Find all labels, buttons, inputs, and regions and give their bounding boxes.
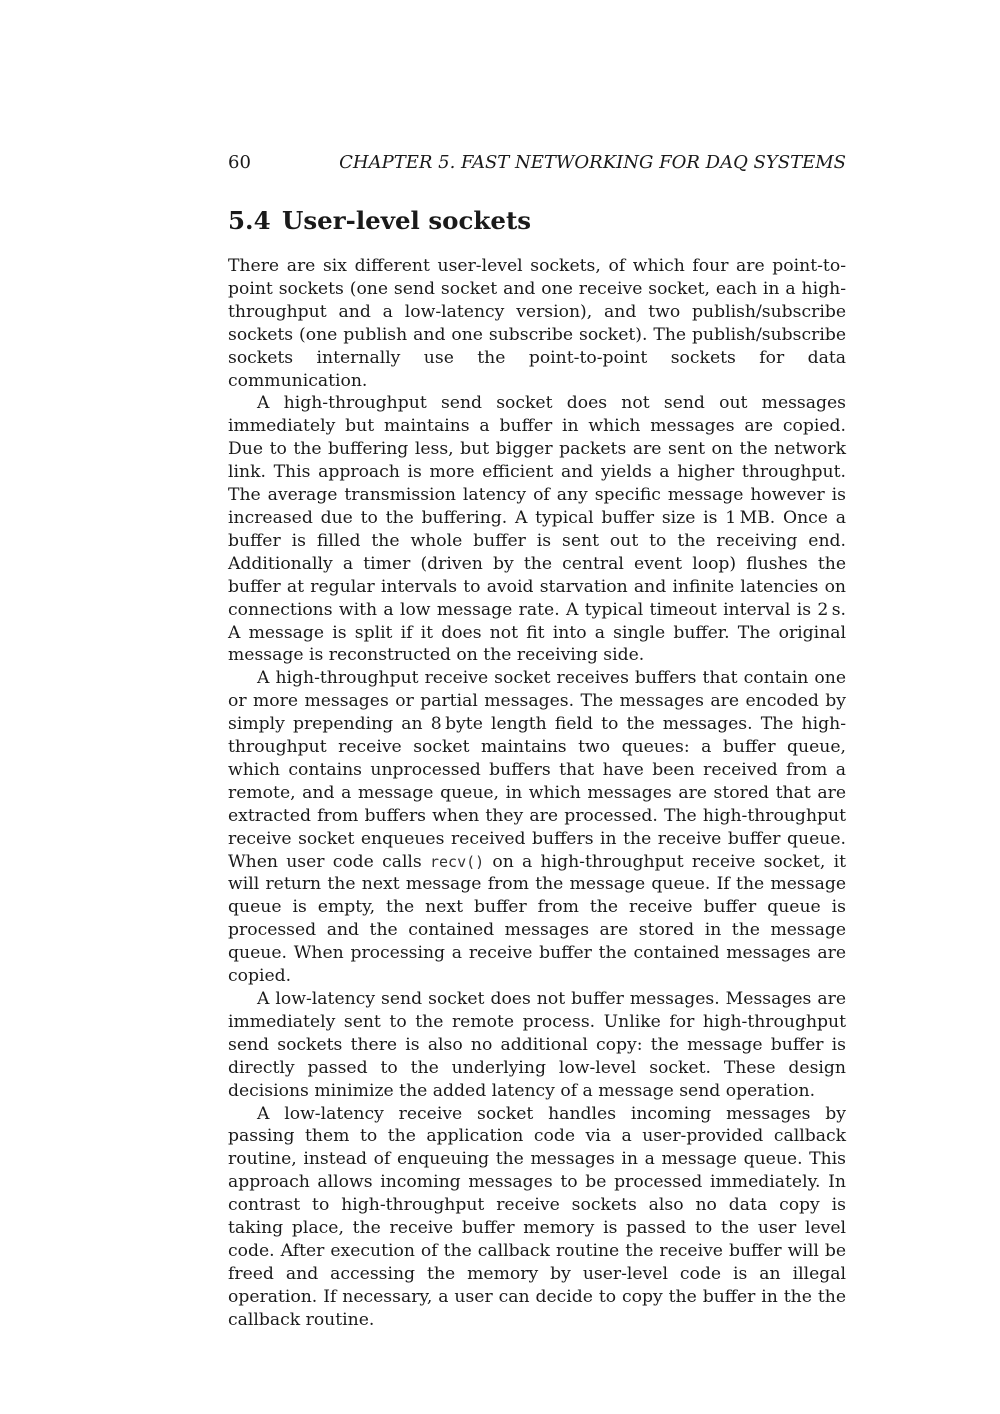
- paragraph-ll-receive-socket: A low-latency receive socket handles incoming messages by passing them to the application code via a user-provided callback routine, instead of enqueuing the messages in a message queue. This approach allows incoming messages to be processed immediately. In contrast to high-throughput receive sockets also no data copy is taking place, the receive buffer memory is passed to the user level code. After execution of the callback routine the receive buffer will be freed and accessing the memory by user-level code is an illegal operation. If necessary, a user can decide to copy the buffer in the the callback routine.: [228, 1103, 846, 1330]
- page-number: 60: [228, 152, 251, 173]
- paragraph-ht-receive-socket: [228, 667, 846, 988]
- paragraph-overview: There are six different user-level sockets, of which four are point-to-point sockets (one send socket and one receive socket, each in a high-throughput and a low-latency version), and two publish/subscribe sockets (one publish and one subscribe socket). The publish/subscribe sockets internally use the point-to-point sockets for data communication.: [228, 256, 846, 391]
- paragraph-ll-send-socket: A low-latency send socket does not buffer messages. Messages are immediately sent to the remote process. Unlike for high-throughput send sockets there is also no additional copy: the message buffer is directly passed to the underlying low-level socket. These design decisions minimize the added latency of a message send operation.: [228, 989, 846, 1101]
- section-title: User-level sockets: [282, 206, 532, 235]
- paragraph-text: A high-throughput receive socket receives buffers that contain one or more messages or partial messages. The messages are encoded by simply prepending an 8 byte length field to the messages. The high-throughput receive socket maintains two queues: a buffer queue, which contains unprocessed buffers that have been received from a remote, and a message queue, in which messages are stored that are extracted from buffers when they are processed. The high-throughput receive socket enqueues received buffers in the receive buffer queue. When user code calls: [228, 668, 846, 872]
- paragraph-text: on a high-throughput receive socket, it will return the next message from the message queue. If the message queue is empty, the next buffer from the receive buffer queue is processed and the contained messages are stored in the message queue. When processing a receive buffer the contained messages are copied.: [228, 851, 846, 987]
- section-body: [228, 255, 846, 1332]
- section-number: 5.4: [228, 206, 271, 235]
- page-header: [228, 152, 846, 180]
- running-head: CHAPTER 5. FAST NETWORKING FOR DAQ SYSTEMS: [339, 152, 846, 173]
- code-recv: recv(): [429, 852, 485, 871]
- paragraph-ht-send-socket: A high-throughput send socket does not send out messages immediately but maintains a buffer in which messages are copied. Due to the buffering less, but bigger packets are sent on the network link. This approach is more efficient and yields a higher throughput. The average transmission latency of any specific message however is increased due to the buffering. A typical buffer size is 1 MB. Once a buffer is filled the whole buffer is sent out to the receiving end. Additionally a timer (driven by the central event loop) flushes the buffer at regular intervals to avoid starvation and infinite latencies on connections with a low message rate. A typical timeout interval is 2 s. A message is split if it does not fit into a single buffer. The original message is reconstructed on the receiving side.: [228, 393, 846, 666]
- section-heading: [228, 203, 531, 239]
